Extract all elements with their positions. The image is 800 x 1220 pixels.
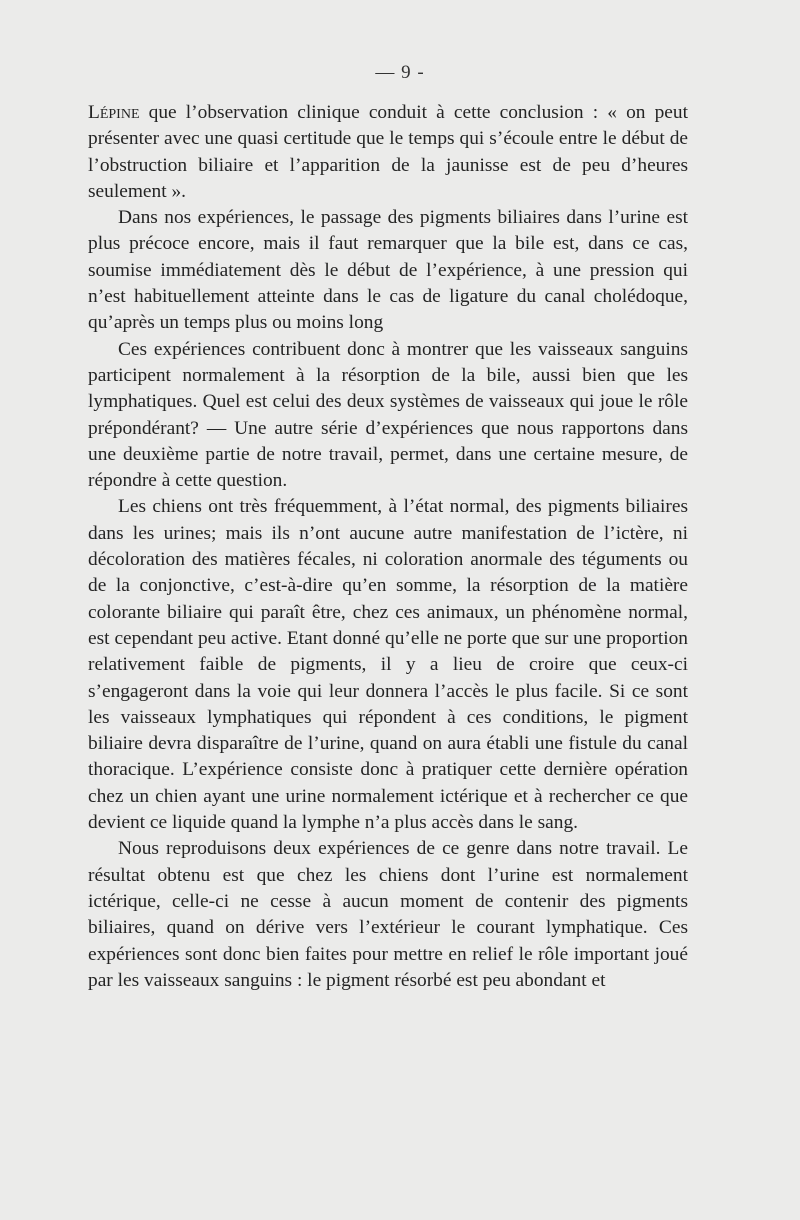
paragraph-2: Dans nos expériences, le passage des pigments biliaires dans l’urine est plus précoce encore, mais il faut remarquer que la bile est, dans ce cas, soumise immédiatement dès le début de l’expérience, à une pression qui n’est habituellement atteinte dans le cas de ligature du canal cholédoque, qu’après un temps plus ou moins long	[88, 207, 688, 334]
paragraph-4: Les chiens ont très fréquemment, à l’état normal, des pigments biliaires dans les urines; mais ils n’ont aucune autre manifestation de l’ictère, ni décoloration des matières fécales, ni coloration anormale des téguments ou de la conjonctive, c’est-à-dire qu’en somme, la résorption de la matière colorante biliaire qui paraît être, chez ces animaux, un phénomène normal, est cependant peu active. Etant donné qu’elle ne porte que sur une proportion relativement faible de pigments, il y a lieu de croire que ceux-ci s’engageront dans la voie qui leur donnera l’accès le plus facile. Si ce sont les vaisseaux lymphatiques qui répondent à ces conditions, le pigment biliaire devra disparaître de l’urine, quand on aura établi une fistule du canal thoracique. L’expérience consiste donc à pratiquer cette dernière opération chez un chien ayant une urine normalement ictérique et à rechercher ce que devient ce liquide quand la lymphe n’a plus accès dans le sang.	[88, 496, 688, 834]
body-text	[88, 100, 688, 994]
paragraph-1-text: que l’observation clinique conduit à cette conclusion : « on peut présenter avec une quasi certitude que le temps qui s’écoule entre le début de l’obstruction biliaire et l’apparition de la jaunisse est de peu d’heures seulement ».	[88, 102, 688, 202]
author-name: Lépine	[88, 102, 140, 123]
paragraph-5: Nous reproduisons deux expériences de ce genre dans notre travail. Le résultat obtenu est que chez les chiens dont l’urine est normalement ictérique, celle-ci ne cesse à aucun moment de contenir des pigments biliaires, quand on dérive vers l’extérieur le courant lymphatique. Ces expériences sont donc bien faites pour mettre en relief le rôle important joué par les vaisseaux sanguins : le pigment résorbé est peu abondant et	[88, 838, 688, 991]
paragraph-3: Ces expériences contribuent donc à montrer que les vaisseaux sanguins participent normalement à la résorption de la bile, aussi bien que les lymphatiques. Quel est celui des deux systèmes de vaisseaux qui joue le rôle prépondérant? — Une autre série d’expériences que nous rapportons dans une deuxième partie de notre travail, permet, dans une certaine mesure, de répondre à cette question.	[88, 338, 688, 492]
paragraph-1	[88, 100, 688, 205]
page-number: — 9 -	[375, 62, 425, 83]
